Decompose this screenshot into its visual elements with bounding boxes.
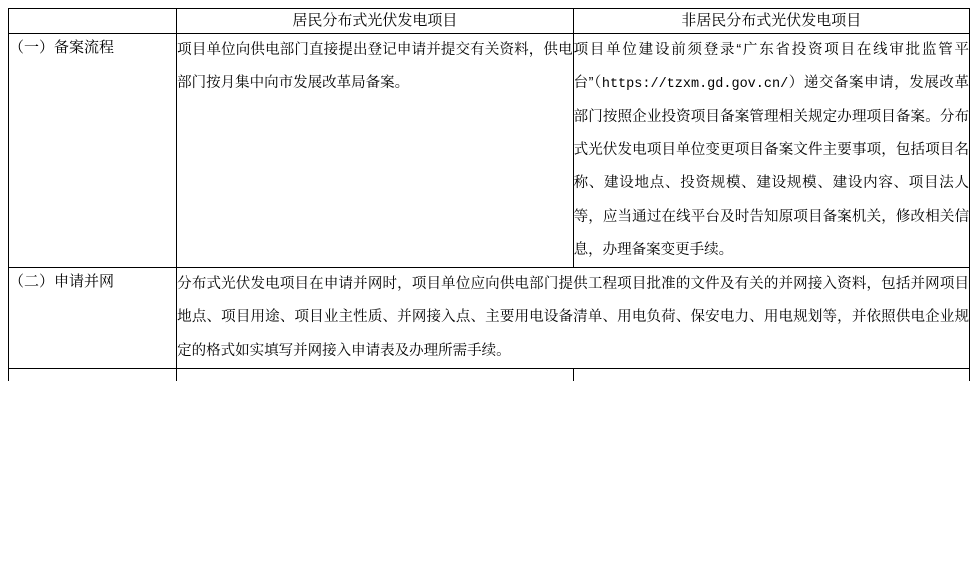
spacer-cell-label: [9, 368, 177, 381]
row-label-filing-process: （一）备案流程: [9, 34, 177, 268]
table-row-partial: [9, 368, 970, 381]
cell-nonresident-filing-process: [573, 34, 969, 268]
online-platform-url: https://tzxm.gd.gov.cn/: [601, 77, 789, 93]
filing-text-prefix: 项目单位建设前须登录“广东省投资项目在线审批监管平台”（: [573, 42, 969, 92]
comparison-table: [8, 8, 970, 381]
table-row: [9, 268, 970, 368]
spacer-cell-a: [177, 368, 573, 381]
table-header-row: [9, 9, 970, 34]
header-col-a: 居民分布式光伏发电项目: [177, 9, 573, 34]
row-label-grid-connection: （二）申请并网: [9, 268, 177, 368]
header-corner-cell: [9, 9, 177, 34]
table-row: [9, 34, 970, 268]
filing-text-suffix: ）递交备案申请，发展改革部门按照企业投资项目备案管理相关规定办理项目备案。分布式光伏发电项目单位变更项目备案文件主要事项，包括项目名称、建设地点、投资规模、建设规模、建设内容、项目法人等，应当通过在线平台及时告知原项目备案机关，修改相关信息，办理备案变更手续。: [573, 75, 969, 259]
cell-resident-filing-process: 项目单位向供电部门直接提出登记申请并提交有关资料，供电部门按月集中向市发展改革局备案。: [177, 34, 573, 268]
header-col-b: 非居民分布式光伏发电项目: [573, 9, 969, 34]
cell-grid-connection-merged: 分布式光伏发电项目在申请并网时，项目单位应向供电部门提供工程项目批准的文件及有关的并网接入资料，包括并网项目地点、项目用途、项目业主性质、并网接入点、主要用电设备清单、用电负荷、保安电力、用电规划等，并依照供电企业规定的格式如实填写并网接入申请表及办理所需手续。: [177, 268, 970, 368]
spacer-cell-b: [573, 368, 969, 381]
